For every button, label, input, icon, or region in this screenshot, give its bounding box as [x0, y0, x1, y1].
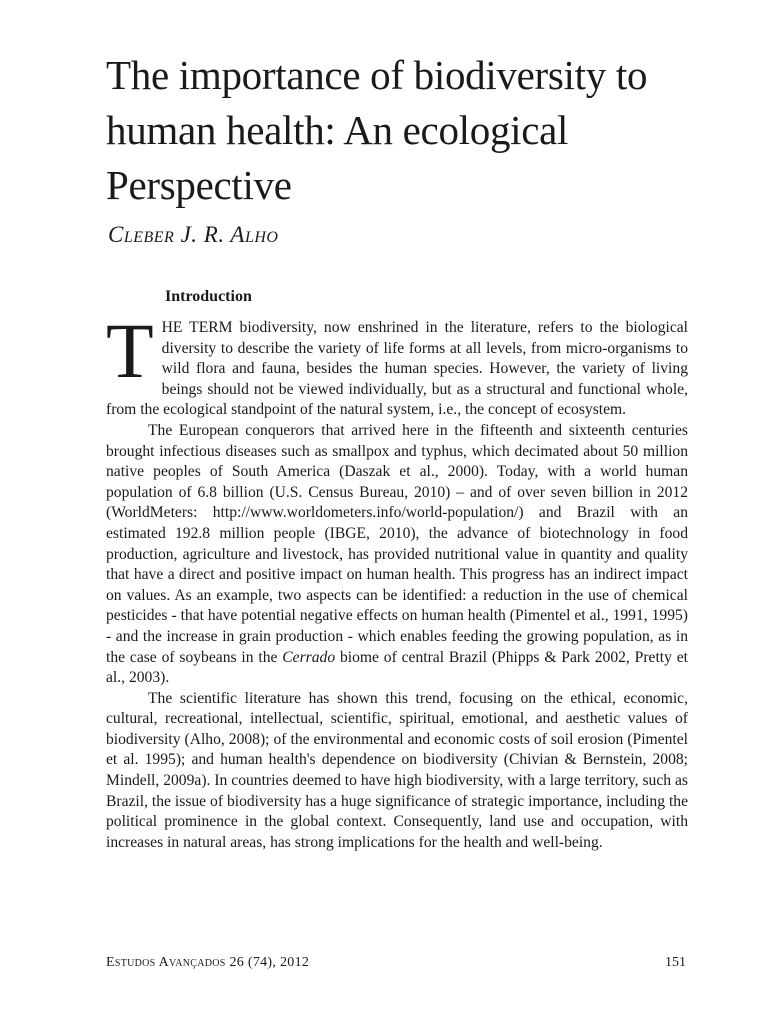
journal-footer: Estudos Avançados 26 (74), 2012 — [106, 955, 310, 970]
paragraph-3-text: The scientific literature has shown this trend, focusing on the ethical, economic, cultural, recreational, intellectual, scientific, spiritual, emotional, and aesthetic values of biodiversity (Alho, 2008); of the environmental and economic costs of soil erosion (Pimentel et al. 1995); and human health's dependence on biodiversity (Chivian & Bernstein, 2008; Mindell, 2009a). In countries deemed to have high biodiversity, with a large territory, such as Brazil, the issue of biodiversity has a huge significance of strategic importance, including the political prominence in the global context. Consequently, land use and occupation, with increases in natural areas, has strong implications for the health and well-being. — [106, 689, 688, 851]
paragraph-1 — [106, 307, 688, 421]
paragraph-3 — [106, 689, 688, 854]
article-author: Cleber J. R. Alho — [108, 222, 279, 247]
article-body — [106, 307, 688, 853]
page-number: 151 — [665, 955, 686, 970]
paragraph-1-text: HE TERM biodiversity, now enshrined in the literature, refers to the biological diversity to describe the variety of life forms at all levels, from micro-organisms to wild flora and fauna, besides the human species. However, the variety of living beings should not be viewed individually, but as a structural and functional whole, from the ecological standpoint of the natural system, i.e., the concept of ecosystem. — [106, 319, 688, 419]
section-heading: Introduction — [165, 288, 252, 305]
paragraph-2-text-a: The European conquerors that arrived here in the fifteenth and sixteenth centuries brought infectious diseases such as smallpox and typhus, which decimated about 50 million native peoples of South America (Daszak et al., 2000). Today, with a world human population of 6.8 billion (U.S. Census Bureau, 2010) – and of over seven billion in 2012 (WorldMeters: http://www.worldometers.info/world-population/) and Brazil with an estimated 192.8 million people (IBGE, 2010), the advance of biotechnology in food production, agriculture and livestock, has provided nutritional value in quantity and quality that have a direct and positive impact on human health. This progress has an indirect impact on values. As an example, two aspects can be identified: a reduction in the use of chemical pesticides - that have potential negative effects on human health (Pimentel et al., 1991, 1995) - and the increase in grain production - which enables feeding the growing population, as in the case of soybeans in the — [106, 421, 688, 666]
article-title: The importance of biodiversity to human health: An ecological Perspective — [106, 52, 648, 208]
paragraph-2-italic: Cerrado — [282, 648, 336, 666]
paragraph-2 — [106, 421, 688, 689]
drop-cap: T — [106, 307, 154, 394]
paragraph-2-text-b: biome of central Brazil (Phipps & Park 2002, Pretty et al., 2003). — [106, 648, 688, 687]
